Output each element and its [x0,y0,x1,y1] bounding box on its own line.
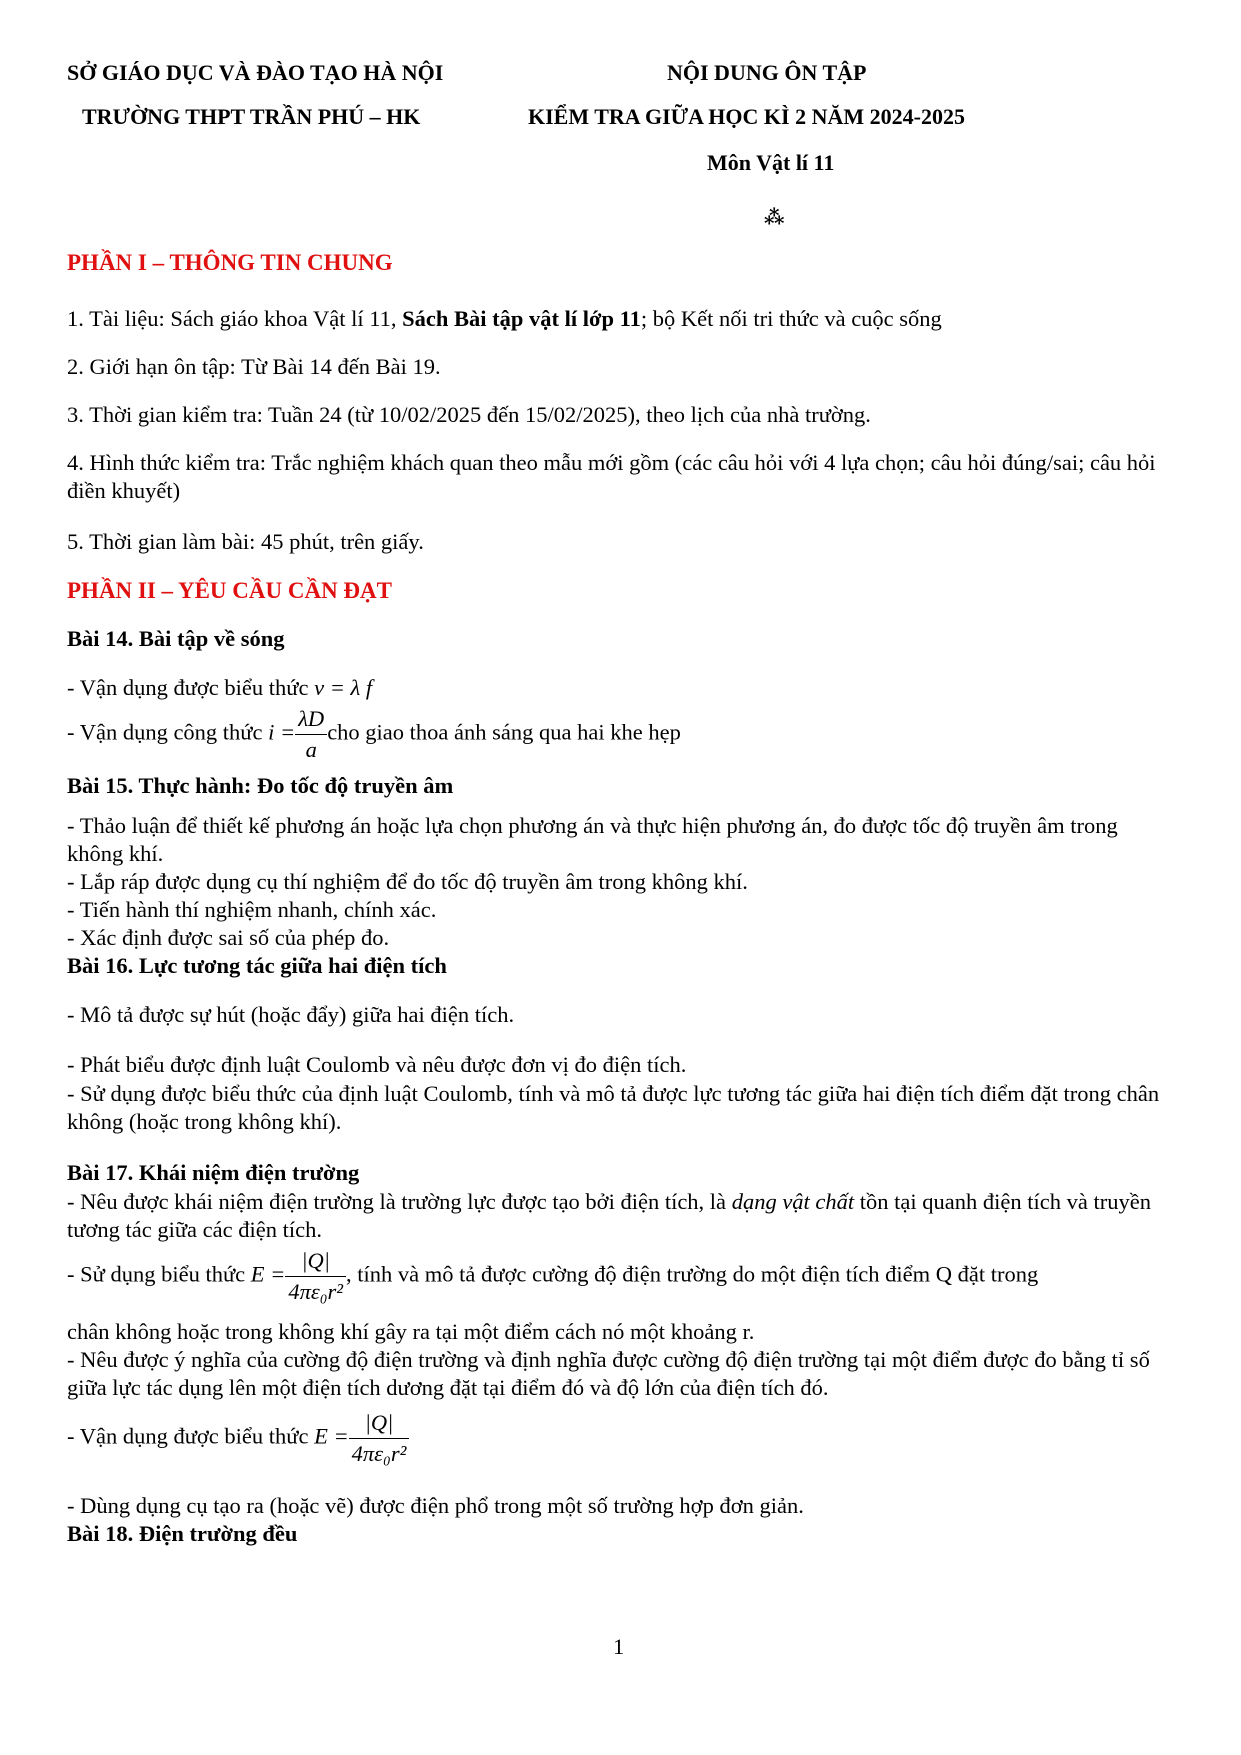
formula-field-fraction-2 [349,1408,410,1469]
formula-field-lhs: E = [250,1261,286,1287]
part2-heading: PHẦN II – YÊU CẦU CẦN ĐẠT [67,578,392,603]
lesson-14-line-1 [67,674,372,702]
lesson-17-line-2 [67,1246,1038,1307]
fraction-numerator: |Q| [285,1246,346,1277]
lesson-15-title: Bài 15. Thực hành: Đo tốc độ truyền âm [67,773,454,798]
formula-field-fraction [285,1246,346,1307]
fraction-denominator: 4πε₀r² [351,1441,407,1466]
page-number: 1 [613,1634,625,1659]
lesson-15-line-3: - Tiến hành thí nghiệm nhanh, chính xác. [67,897,437,922]
lesson-17-line-5: - Dùng dụng cụ tạo ra (hoặc vẽ) được điện phổ trong một số trường hợp đơn giản. [67,1493,804,1518]
part1-item-3: 3. Thời gian kiểm tra: Tuần 24 (từ 10/02/2025 đến 15/02/2025), theo lịch của nhà trường. [67,402,871,427]
lesson-17-emphasis: dạng vật chất [731,1189,855,1214]
lesson-17-line-1-tail: tồn tại quanh điện tích và truyền tương tác giữa các điện tích. [67,1189,1151,1242]
lesson-16-line-1: - Mô tả được sự hút (hoặc đẩy) giữa hai điện tích. [67,1002,515,1027]
part1-item-4: 4. Hình thức kiểm tra: Trắc nghiệm khách quan theo mẫu mới gồm (các câu hỏi với 4 lựa chọn; câu hỏi đúng/sai; câu hỏi điền khuyết) [67,450,1156,503]
part1-item-5: 5. Thời gian làm bài: 45 phút, trên giấy. [67,529,424,554]
lesson-15-line-1: - Thảo luận để thiết kế phương án hoặc lựa chọn phương án và thực hiện phương án, đo được tốc độ truyền âm trong không khí. [67,813,1118,866]
lesson-14-line-2-tail: cho giao thoa ánh sáng qua hai khe hẹp [327,719,681,745]
lesson-17-title: Bài 17. Khái niệm điện trường [67,1160,360,1185]
part1-item-1 [67,305,942,333]
item1-bold-book: Sách Bài tập vật lí lớp 11 [402,306,641,331]
ornament-asterism: ⁂ [764,207,785,229]
lesson-15-line-4: - Xác định được sai số của phép đo. [67,925,390,950]
formula-wave-speed: v = λ f [314,675,373,700]
item1-text: 1. Tài liệu: Sách giáo khoa Vật lí 11, [67,306,403,331]
part1-item-2: 2. Giới hạn ôn tập: Từ Bài 14 đến Bài 19. [67,354,441,379]
lesson-16-title: Bài 16. Lực tương tác giữa hai điện tích [67,953,447,978]
lesson-18-title: Bài 18. Điện trường đều [67,1521,298,1546]
lesson-17-line-1-text: - Nêu được khái niệm điện trường là trường lực được tạo bởi điện tích, là [67,1189,732,1214]
lesson-14-title: Bài 14. Bài tập về sóng [67,626,285,651]
lesson-17-line-4-text: - Vận dụng được biểu thức [67,1423,309,1449]
lesson-17-line-2-cont: chân không hoặc trong không khí gây ra tại một điểm cách nó một khoảng r. [67,1319,755,1344]
lesson-17-line-1 [67,1188,1179,1244]
lesson-17-line-2-text: - Sử dụng biểu thức [67,1261,246,1287]
lesson-17-line-4 [67,1408,409,1469]
lesson-17-line-2-tail: , tính và mô tả được cường độ điện trường do một điện tích điểm Q đặt trong [346,1261,1039,1287]
fraction-denominator: a [305,737,317,762]
lesson-14-line-1-text: - Vận dụng được biểu thức [67,675,309,700]
subject-title: Môn Vật lí 11 [707,150,835,175]
fraction-denominator: 4πε₀r² [288,1279,344,1304]
document-title: NỘI DUNG ÔN TẬP [667,60,867,85]
school-name: TRƯỜNG THPT TRẦN PHÚ – HK [82,104,421,129]
lesson-15-line-2: - Lắp ráp được dụng cụ thí nghiệm để đo tốc độ truyền âm trong không khí. [67,869,748,894]
lesson-16-line-2: - Phát biểu được định luật Coulomb và nêu được đơn vị đo điện tích. [67,1052,687,1077]
lesson-14-line-2 [67,704,681,765]
lesson-14-line-2-text: - Vận dụng công thức [67,719,263,745]
item1-text-end: ; bộ Kết nối tri thức và cuộc sống [640,306,942,331]
fraction-numerator: λD [295,704,327,735]
part1-heading: PHẦN I – THÔNG TIN CHUNG [67,250,393,275]
lesson-16-line-3: - Sử dụng được biểu thức của định luật Coulomb, tính và mô tả được lực tương tác giữa hai điện tích điểm đặt trong chân không (hoặc trong không khí). [67,1081,1160,1134]
formula-fringe-fraction [295,704,327,765]
formula-field-lhs-2: E = [314,1423,349,1449]
exam-title: KIỂM TRA GIỮA HỌC KÌ 2 NĂM 2024-2025 [528,104,965,129]
lesson-17-line-3: - Nêu được ý nghĩa của cường độ điện trường và định nghĩa được cường độ điện trường tại một điểm được đo bằng tỉ số giữa lực tác dụng lên một điện tích dương đặt tại điểm đó và độ lớn của điện tích đó. [67,1347,1150,1400]
department-name: SỞ GIÁO DỤC VÀ ĐÀO TẠO HÀ NỘI [67,60,444,85]
fraction-numerator: |Q| [349,1408,410,1439]
formula-fringe-lhs: i = [268,719,296,745]
